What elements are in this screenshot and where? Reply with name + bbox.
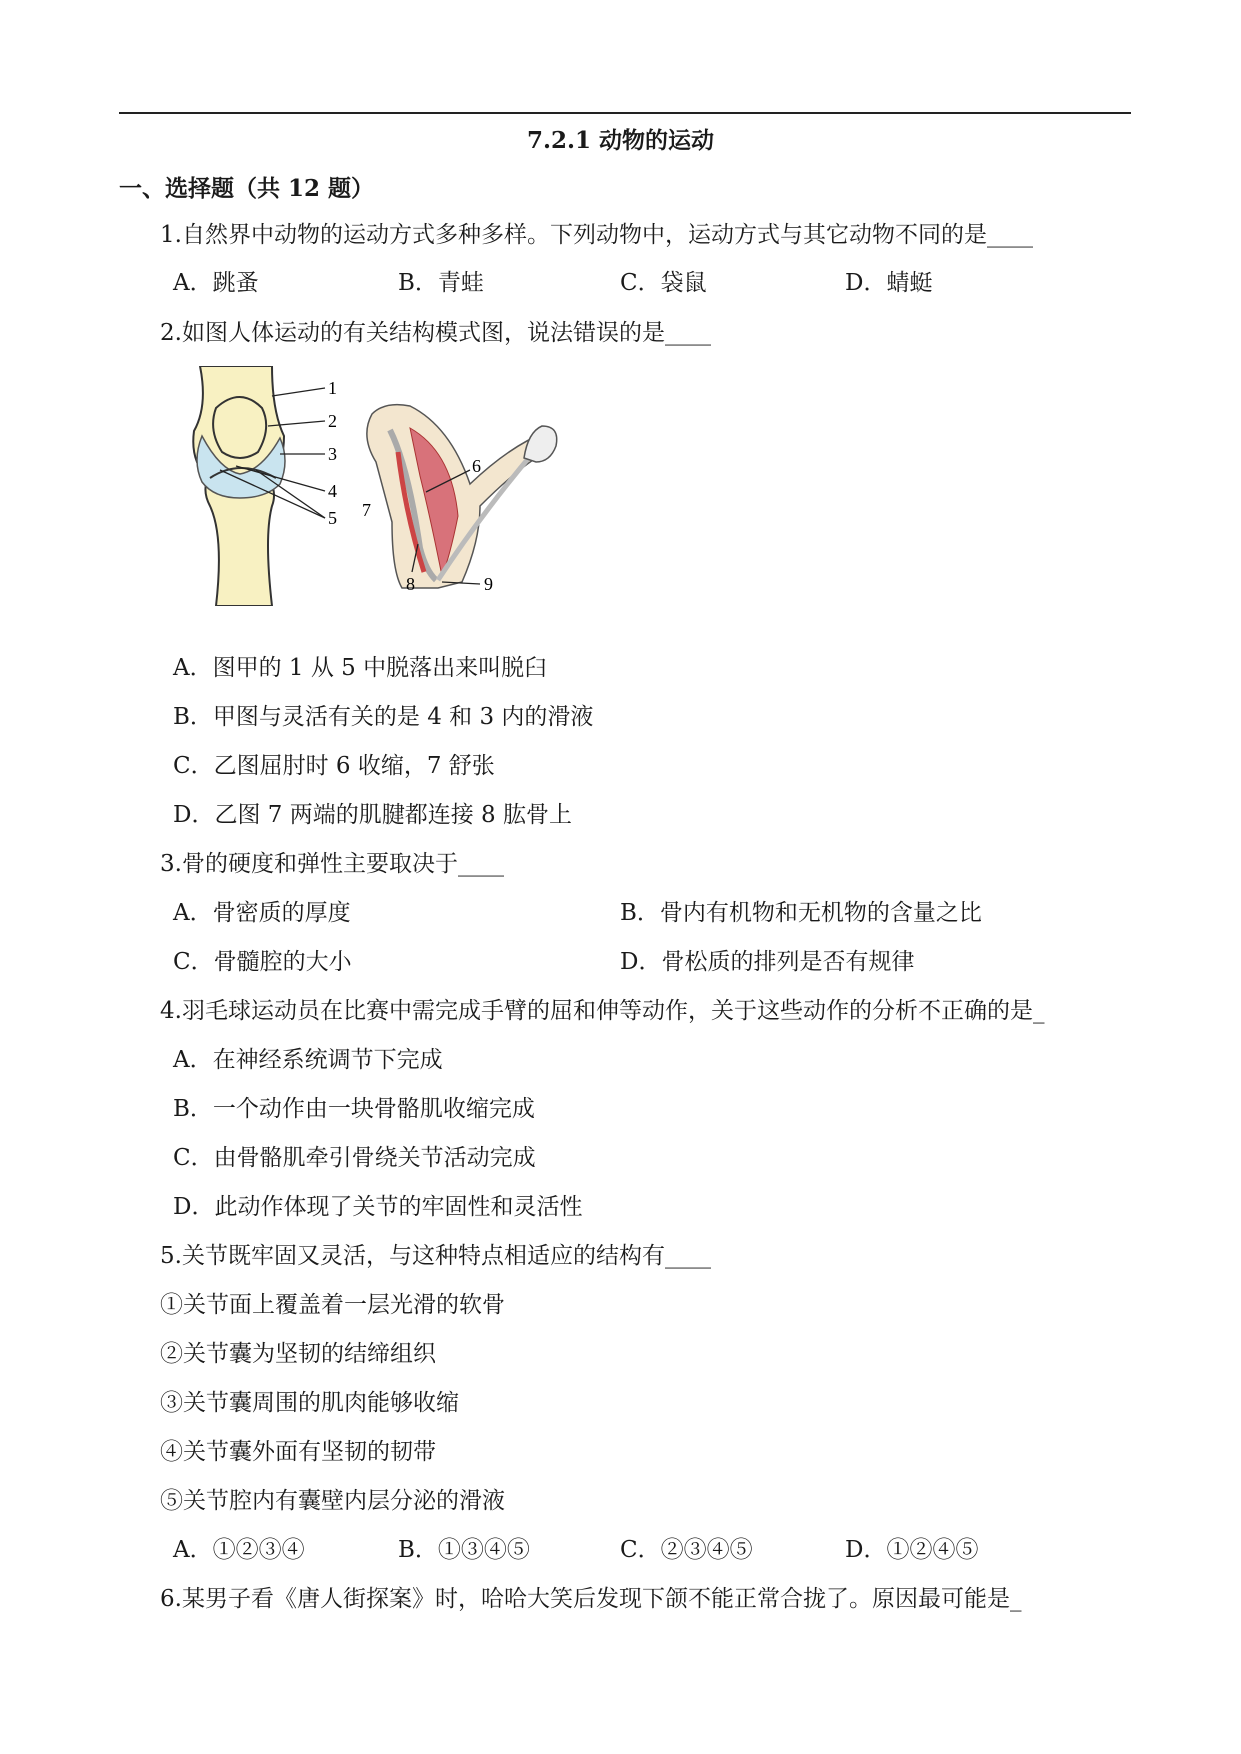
q4-option-d: D．此动作体现了关节的牢固性和灵活性	[173, 1194, 583, 1220]
question-1-stem: 1.自然界中动物的运动方式多种多样。下列动物中，运动方式与其它动物不同的是____	[160, 222, 1033, 248]
arm-diagram	[362, 405, 557, 594]
q5-statement-2: ②关节囊为坚韧的结缔组织	[160, 1341, 436, 1367]
q2-option-b: B．甲图与灵活有关的是 4 和 3 内的滑液	[173, 704, 594, 730]
section-heading: 一、选择题（共 12 题）	[119, 175, 375, 202]
q3-option-c: C．骨髓腔的大小	[173, 949, 352, 975]
q2-option-c: C．乙图屈肘时 6 收缩，7 舒张	[173, 753, 495, 779]
joint-and-arm-figure	[180, 366, 570, 606]
figure-label-9: 9	[484, 574, 493, 594]
q1-option-a: A．跳蚤	[173, 270, 259, 296]
q5-statement-4: ④关节囊外面有坚韧的韧带	[160, 1439, 436, 1465]
q5-statement-1: ①关节面上覆盖着一层光滑的软骨	[160, 1292, 505, 1318]
q1-option-d: D．蜻蜓	[845, 270, 933, 296]
figure-label-4: 4	[328, 481, 337, 501]
figure-label-8: 8	[406, 574, 415, 594]
q3-option-b: B．骨内有机物和无机物的含量之比	[620, 900, 982, 926]
q3-option-a: A．骨密质的厚度	[173, 900, 351, 926]
q5-statement-3: ③关节囊周围的肌肉能够收缩	[160, 1390, 459, 1416]
figure-label-5: 5	[328, 508, 337, 528]
question-4-stem: 4.羽毛球运动员在比赛中需完成手臂的屈和伸等动作，关于这些动作的分析不正确的是_	[160, 998, 1045, 1024]
q1-option-b: B．青蛙	[398, 270, 484, 296]
page-title: 7.2.1 动物的运动	[526, 127, 715, 154]
figure-label-7: 7	[362, 500, 371, 520]
knee-joint-diagram	[193, 366, 337, 606]
question-3-stem: 3.骨的硬度和弹性主要取决于____	[160, 851, 504, 877]
q5-option-b: B．①③④⑤	[398, 1537, 530, 1563]
q1-option-c: C．袋鼠	[620, 270, 707, 296]
q5-option-c: C．②③④⑤	[620, 1537, 753, 1563]
header-rule	[119, 112, 1131, 114]
question-5-stem: 5.关节既牢固又灵活，与这种特点相适应的结构有____	[160, 1243, 711, 1269]
q3-option-d: D．骨松质的排列是否有规律	[620, 949, 915, 975]
figure-label-3: 3	[328, 444, 337, 464]
q4-option-b: B．一个动作由一块骨骼肌收缩完成	[173, 1096, 535, 1122]
q2-option-d: D．乙图 7 两端的肌腱都连接 8 肱骨上	[173, 802, 572, 828]
q4-option-a: A．在神经系统调节下完成	[173, 1047, 443, 1073]
figure-label-1: 1	[328, 378, 337, 398]
q2-option-a: A．图甲的 1 从 5 中脱落出来叫脱臼	[173, 655, 548, 681]
question-6-stem: 6.某男子看《唐人街探案》时，哈哈大笑后发现下颌不能正常合拢了。原因最可能是_	[160, 1586, 1022, 1612]
q5-option-d: D．①②④⑤	[845, 1537, 979, 1563]
question-2-stem: 2.如图人体运动的有关结构模式图，说法错误的是____	[160, 320, 711, 346]
q5-option-a: A．①②③④	[173, 1537, 305, 1563]
q4-option-c: C．由骨骼肌牵引骨绕关节活动完成	[173, 1145, 536, 1171]
figure-label-2: 2	[328, 411, 337, 431]
figure-label-6: 6	[472, 456, 481, 476]
q5-statement-5: ⑤关节腔内有囊壁内层分泌的滑液	[160, 1488, 505, 1514]
